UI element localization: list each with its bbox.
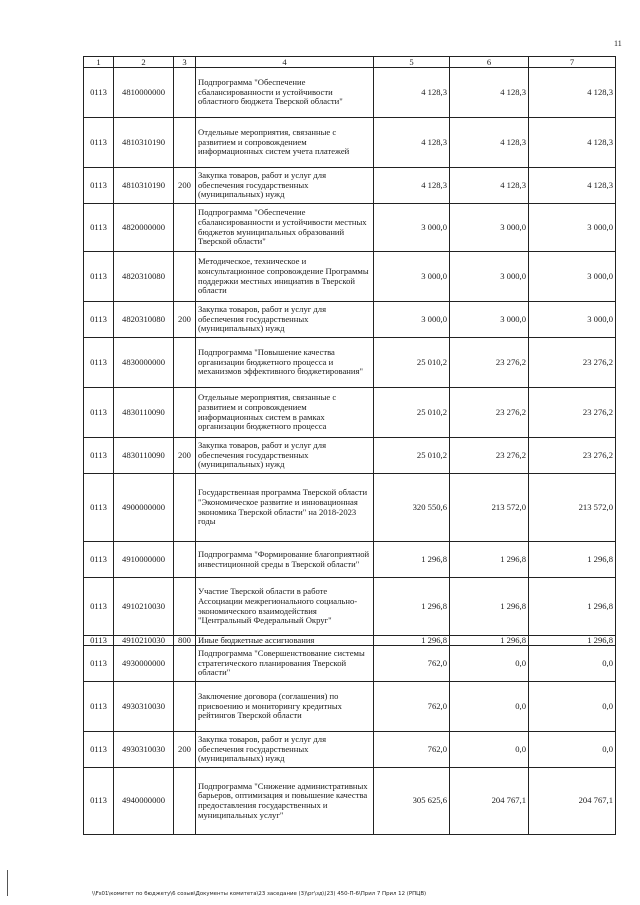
table-row xyxy=(84,474,616,542)
row-amount-col6: 4 128,3 xyxy=(450,68,529,118)
row-amount-col6: 4 128,3 xyxy=(450,118,529,168)
table-row xyxy=(84,388,616,438)
row-amount-col5: 4 128,3 xyxy=(374,168,450,204)
row-amount-col7: 4 128,3 xyxy=(529,168,616,204)
row-target-article-code: 4830110090 xyxy=(114,388,174,438)
header-col-3: 3 xyxy=(174,57,196,68)
row-amount-col7: 23 276,2 xyxy=(529,338,616,388)
row-section-code: 0113 xyxy=(84,302,114,338)
table-row xyxy=(84,542,616,578)
row-expense-type-code: 800 xyxy=(174,636,196,646)
row-section-code: 0113 xyxy=(84,252,114,302)
row-amount-col6: 213 572,0 xyxy=(450,474,529,542)
row-amount-col5: 762,0 xyxy=(374,646,450,682)
row-amount-col7: 1 296,8 xyxy=(529,578,616,636)
row-item-name: Закупка товаров, работ и услуг для обеспечения государственных (муниципальных) нужд xyxy=(196,438,374,474)
table-row xyxy=(84,636,616,646)
row-amount-col5: 1 296,8 xyxy=(374,636,450,646)
row-amount-col6: 1 296,8 xyxy=(450,542,529,578)
row-amount-col5: 25 010,2 xyxy=(374,338,450,388)
row-target-article-code: 4940000000 xyxy=(114,768,174,835)
row-target-article-code: 4820310080 xyxy=(114,302,174,338)
table-row xyxy=(84,732,616,768)
row-section-code: 0113 xyxy=(84,474,114,542)
row-amount-col7: 3 000,0 xyxy=(529,204,616,252)
row-item-name: Подпрограмма "Формирование благоприятной инвестиционной среды в Тверской области" xyxy=(196,542,374,578)
row-target-article-code: 4930310030 xyxy=(114,732,174,768)
row-section-code: 0113 xyxy=(84,732,114,768)
header-col-5: 5 xyxy=(374,57,450,68)
table-header xyxy=(84,57,616,68)
row-amount-col7: 4 128,3 xyxy=(529,68,616,118)
footer-file-path: \\Fs01\комитет по бюджету\6 созыв\Документы комитета\23 заседание (3)\рг\зд\(23) 450-П-6\Прил 7 Прил 12 (РПЦВ) xyxy=(92,891,427,897)
table-row xyxy=(84,438,616,474)
row-target-article-code: 4930310030 xyxy=(114,682,174,732)
row-section-code: 0113 xyxy=(84,204,114,252)
row-amount-col7: 1 296,8 xyxy=(529,636,616,646)
table-row xyxy=(84,682,616,732)
row-expense-type-code: 200 xyxy=(174,732,196,768)
row-amount-col5: 25 010,2 xyxy=(374,438,450,474)
row-amount-col6: 0,0 xyxy=(450,682,529,732)
row-amount-col6: 1 296,8 xyxy=(450,578,529,636)
table-row xyxy=(84,302,616,338)
row-item-name: Отдельные мероприятия, связанные с развитием и сопровождением информационных систем учета платежей xyxy=(196,118,374,168)
row-amount-col6: 3 000,0 xyxy=(450,252,529,302)
row-expense-type-code xyxy=(174,682,196,732)
row-amount-col5: 25 010,2 xyxy=(374,388,450,438)
row-item-name: Подпрограмма "Обеспечение сбалансированности и устойчивости местных бюджетов муниципальных образований Тверской области" xyxy=(196,204,374,252)
row-target-article-code: 4820000000 xyxy=(114,204,174,252)
table-row xyxy=(84,578,616,636)
row-amount-col5: 1 296,8 xyxy=(374,578,450,636)
row-amount-col5: 305 625,6 xyxy=(374,768,450,835)
table-row xyxy=(84,338,616,388)
table-row xyxy=(84,68,616,118)
row-expense-type-code xyxy=(174,204,196,252)
row-section-code: 0113 xyxy=(84,768,114,835)
row-item-name: Закупка товаров, работ и услуг для обеспечения государственных (муниципальных) нужд xyxy=(196,302,374,338)
row-expense-type-code xyxy=(174,388,196,438)
row-amount-col6: 204 767,1 xyxy=(450,768,529,835)
table-body xyxy=(84,68,616,835)
row-item-name: Государственная программа Тверской области "Экономическое развитие и инновационная экономика Тверской области" на 2018-2023 годы xyxy=(196,474,374,542)
row-amount-col7: 4 128,3 xyxy=(529,118,616,168)
row-section-code: 0113 xyxy=(84,338,114,388)
header-col-4: 4 xyxy=(196,57,374,68)
row-section-code: 0113 xyxy=(84,438,114,474)
row-item-name: Методическое, техническое и консультационное сопровождение Программы поддержки местных инициатив в Тверской области xyxy=(196,252,374,302)
header-col-6: 6 xyxy=(450,57,529,68)
row-amount-col7: 0,0 xyxy=(529,732,616,768)
row-target-article-code: 4930000000 xyxy=(114,646,174,682)
table-row xyxy=(84,168,616,204)
row-amount-col7: 23 276,2 xyxy=(529,438,616,474)
row-section-code: 0113 xyxy=(84,388,114,438)
row-amount-col6: 4 128,3 xyxy=(450,168,529,204)
row-section-code: 0113 xyxy=(84,578,114,636)
row-expense-type-code: 200 xyxy=(174,438,196,474)
row-section-code: 0113 xyxy=(84,646,114,682)
row-item-name: Отдельные мероприятия, связанные с развитием и сопровождением информационных систем в рамках организации бюджетного процесса xyxy=(196,388,374,438)
row-target-article-code: 4900000000 xyxy=(114,474,174,542)
row-item-name: Закупка товаров, работ и услуг для обеспечения государственных (муниципальных) нужд xyxy=(196,732,374,768)
row-amount-col5: 4 128,3 xyxy=(374,118,450,168)
row-amount-col7: 213 572,0 xyxy=(529,474,616,542)
row-section-code: 0113 xyxy=(84,682,114,732)
header-col-2: 2 xyxy=(114,57,174,68)
row-expense-type-code xyxy=(174,474,196,542)
row-amount-col6: 0,0 xyxy=(450,646,529,682)
table-row xyxy=(84,118,616,168)
row-target-article-code: 4820310080 xyxy=(114,252,174,302)
row-target-article-code: 4830000000 xyxy=(114,338,174,388)
row-amount-col5: 4 128,3 xyxy=(374,68,450,118)
header-row xyxy=(84,57,616,68)
row-amount-col5: 3 000,0 xyxy=(374,302,450,338)
row-item-name: Закупка товаров, работ и услуг для обеспечения государственных (муниципальных) нужд xyxy=(196,168,374,204)
table-row xyxy=(84,646,616,682)
row-item-name: Подпрограмма "Обеспечение сбалансированности и устойчивости областного бюджета Тверской области" xyxy=(196,68,374,118)
row-item-name: Подпрограмма "Совершенствование системы стратегического планирования Тверской области" xyxy=(196,646,374,682)
header-col-7: 7 xyxy=(529,57,616,68)
row-amount-col6: 3 000,0 xyxy=(450,302,529,338)
row-section-code: 0113 xyxy=(84,68,114,118)
row-target-article-code: 4910000000 xyxy=(114,542,174,578)
row-amount-col6: 3 000,0 xyxy=(450,204,529,252)
row-amount-col5: 762,0 xyxy=(374,732,450,768)
row-target-article-code: 4810000000 xyxy=(114,68,174,118)
row-expense-type-code xyxy=(174,68,196,118)
row-amount-col7: 0,0 xyxy=(529,682,616,732)
row-expense-type-code xyxy=(174,338,196,388)
row-target-article-code: 4810310190 xyxy=(114,118,174,168)
budget-table xyxy=(83,56,616,835)
row-target-article-code: 4910210030 xyxy=(114,578,174,636)
row-item-name: Подпрограмма "Повышение качества организации бюджетного процесса и механизмов эффективного бюджетирования" xyxy=(196,338,374,388)
row-expense-type-code xyxy=(174,578,196,636)
row-expense-type-code: 200 xyxy=(174,168,196,204)
row-amount-col5: 762,0 xyxy=(374,682,450,732)
row-expense-type-code xyxy=(174,542,196,578)
row-target-article-code: 4830110090 xyxy=(114,438,174,474)
row-section-code: 0113 xyxy=(84,168,114,204)
row-item-name: Подпрограмма "Снижение административных барьеров, оптимизация и повышение качества предоставления государственных и муниципальных услуг" xyxy=(196,768,374,835)
row-expense-type-code: 200 xyxy=(174,302,196,338)
row-item-name: Заключение договора (соглашения) по присвоению и мониторингу кредитных рейтингов Тверской области xyxy=(196,682,374,732)
row-amount-col5: 1 296,8 xyxy=(374,542,450,578)
page-number: 11 xyxy=(614,39,622,48)
row-section-code: 0113 xyxy=(84,118,114,168)
row-amount-col7: 0,0 xyxy=(529,646,616,682)
row-amount-col5: 3 000,0 xyxy=(374,252,450,302)
row-expense-type-code xyxy=(174,768,196,835)
row-expense-type-code xyxy=(174,252,196,302)
row-amount-col6: 0,0 xyxy=(450,732,529,768)
row-item-name: Иные бюджетные ассигнования xyxy=(196,636,374,646)
row-amount-col6: 1 296,8 xyxy=(450,636,529,646)
header-col-1: 1 xyxy=(84,57,114,68)
row-expense-type-code xyxy=(174,118,196,168)
row-amount-col7: 1 296,8 xyxy=(529,542,616,578)
row-amount-col7: 204 767,1 xyxy=(529,768,616,835)
row-amount-col5: 3 000,0 xyxy=(374,204,450,252)
row-amount-col5: 320 550,6 xyxy=(374,474,450,542)
margin-mark xyxy=(7,870,8,896)
row-section-code: 0113 xyxy=(84,542,114,578)
row-amount-col7: 3 000,0 xyxy=(529,302,616,338)
row-amount-col7: 23 276,2 xyxy=(529,388,616,438)
table-row xyxy=(84,204,616,252)
row-target-article-code: 4810310190 xyxy=(114,168,174,204)
row-section-code: 0113 xyxy=(84,636,114,646)
row-amount-col7: 3 000,0 xyxy=(529,252,616,302)
row-amount-col6: 23 276,2 xyxy=(450,338,529,388)
table-row xyxy=(84,768,616,835)
table-row xyxy=(84,252,616,302)
row-amount-col6: 23 276,2 xyxy=(450,388,529,438)
row-amount-col6: 23 276,2 xyxy=(450,438,529,474)
row-item-name: Участие Тверской области в работе Ассоциации межрегионального социально-экономического взаимодействия "Центральный Федеральный Округ" xyxy=(196,578,374,636)
row-expense-type-code xyxy=(174,646,196,682)
row-target-article-code: 4910210030 xyxy=(114,636,174,646)
